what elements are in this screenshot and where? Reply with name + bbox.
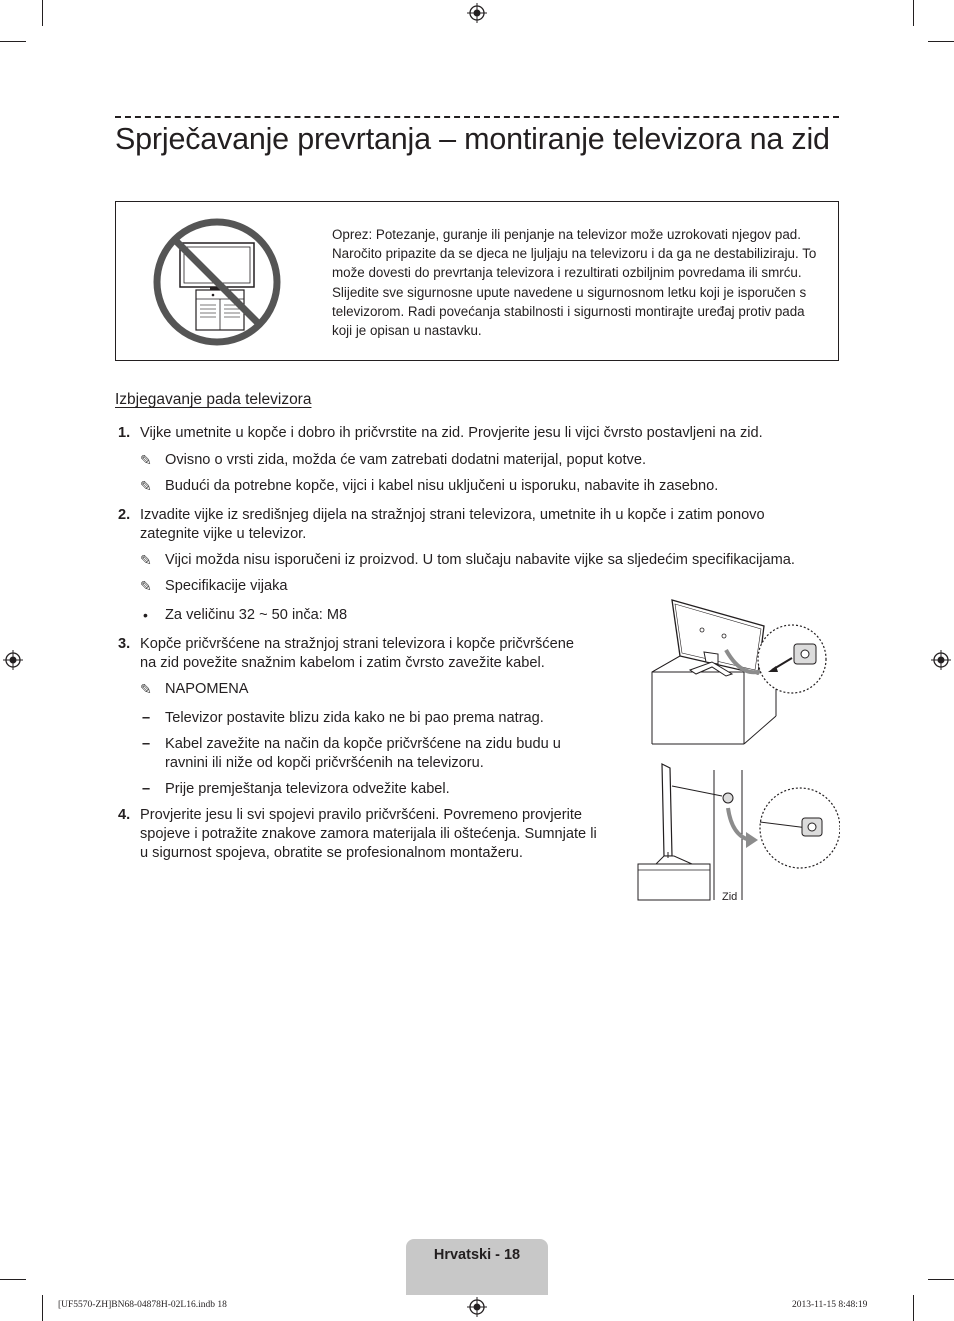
wall-label: Zid [722,891,738,903]
registration-mark-icon [3,650,23,670]
crop-mark [913,0,914,26]
step-note: Budući da potrebne kopče, vijci i kabel nisu uključeni u isporuku, nabavite ih zasebno. [165,478,719,494]
title-dashed-rule [115,116,839,118]
print-slug-left: [UF5570-ZH]BN68-04878H-02L16.indb 18 [58,1300,227,1310]
step-text: zategnite vijke u televizor. [140,526,307,542]
note-pencil-icon: ✎ [140,578,152,594]
note-label: NAPOMENA [165,681,249,697]
registration-mark-icon [467,3,487,23]
crop-mark [913,1295,914,1321]
step-text: Provjerite jesu li svi spojevi pravilo pričvršćeni. Povremeno provjerite [140,807,583,823]
step-note: Vijci možda nisu isporučeni iz proizvod. U tom slučaju nabavite vijke sa sljedećim specifikacijama. [165,552,795,568]
step-text: spojeve i potražite znakove zamora materijala ili oštećenja. Sumnjate li [140,826,597,842]
step-number: 4. [118,807,131,823]
registration-mark-icon [931,650,951,670]
note-pencil-icon: ✎ [140,681,152,697]
step-number: 2. [118,507,131,523]
dash-marker: – [142,710,151,726]
step-number: 1. [118,425,131,441]
crop-mark [0,41,26,42]
step-text: Vijke umetnite u kopče i dobro ih pričvrstite na zid. Provjerite jesu li vijci čvrsto postavljeni na zid. [140,425,763,441]
page-number-label: Hrvatski - 18 [433,1247,521,1263]
step-text: Izvadite vijke iz središnjeg dijela na stražnjoj strani televizora, umetnite ih u kopče i zatim ponovo [140,507,765,523]
crop-mark [928,1279,954,1280]
bullet-icon: • [143,607,148,623]
print-slug-right: 2013-11-15 8:48:19 [792,1300,868,1310]
dash-text: Televizor postavite blizu zida kako ne bi pao prema natrag. [165,710,544,726]
wall-side-view-illustration [636,760,840,906]
step-note: Ovisno o vrsti zida, možda će vam zatrebati dodatni materijal, poput kotve. [165,452,647,468]
crop-mark [42,0,43,26]
crop-mark [42,1295,43,1321]
step-text: Kopče pričvršćene na stražnjoj strani televizora i kopče pričvršćene [140,636,574,652]
crop-mark [0,1279,26,1280]
dash-text: Prije premještanja televizora odvežite kabel. [165,781,450,797]
step-note: Specifikacije vijaka [165,578,288,594]
registration-mark-icon [467,1297,487,1317]
step-number: 3. [118,636,131,652]
dash-marker: – [142,781,151,797]
no-tv-on-cabinet-icon [152,217,282,347]
tv-bracket-illustration [640,596,840,752]
step-text: u sigurnost spojeva, obratite se profesionalnom montažeru. [140,845,523,861]
warning-text: Oprez: Potezanje, guranje ili penjanje na televizor može uzrokovati njegov pad. Naročito pripazite da se djeca ne ljuljaju na televizoru i da ga ne destabiliziraju. To može dovesti do prevrtanja televizora i rezultirati ozbiljnim povredama ili smrću. Slijedite sve sigurnosne upute navedene u sigurnosnom letku koji je isporučen s televizorom. Radi povećanja stabilnosti i sigurnosti montirajte uređaj protiv pada koji je opisan u nastavku. [332,227,817,339]
note-pencil-icon: ✎ [140,552,152,568]
dash-text: ravnini ili niže od kopči pričvršćenih na televizoru. [165,755,484,771]
warning-box [115,201,839,361]
step-text: na zid povežite snažnim kabelom i zatim čvrsto zavežite kabel. [140,655,545,671]
note-pencil-icon: ✎ [140,478,152,494]
section-heading: Izbjegavanje pada televizora [115,391,312,408]
page-title: Sprječavanje prevrtanja – montiranje televizora na zid [115,122,830,156]
dash-text: Kabel zavežite na način da kopče pričvršćene na zidu budu u [165,736,561,752]
note-pencil-icon: ✎ [140,452,152,468]
bullet-text: Za veličinu 32 ~ 50 inča: M8 [165,607,348,623]
crop-mark [928,41,954,42]
dash-marker: – [142,736,151,752]
